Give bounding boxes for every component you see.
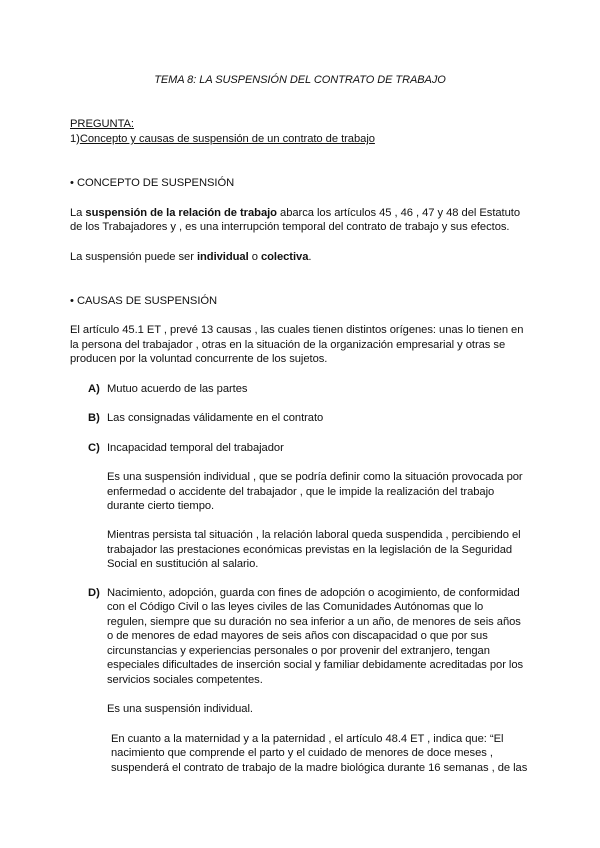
causas-intro-line: la persona del trabajador , otras en la situación de la organización empresarial y otras se [70,339,506,351]
item-label-c: C) [88,442,100,454]
text-run: abarca los artículos 45 , 46 , 47 y 48 del Estatuto [276,207,521,219]
item-d-line: regulen, siempre que su duración no sea inferior a un año, de menores de seis años [107,616,521,628]
item-d-line: o de menores de edad mayores de seis años con discapacidad o que por sus [107,630,488,642]
item-d-quote-line: nacimiento que comprende el parto y el cuidado de menores de doce meses , [111,747,493,759]
item-d-line: con el Código Civil o las leyes civiles de las Comunidades Autónomas que lo [107,601,484,613]
item-label-b: B) [88,412,100,424]
item-d-line: Nacimiento, adopción, guarda con fines de adopción o acogimiento, de conformidad [107,587,520,599]
item-c-paragraph-line: Es una suspensión individual , que se podría definir como la situación provocada por [107,471,523,483]
item-d-line: circunstancias y experiencias personales o por provenir del extranjero, tengan [107,645,490,657]
bold-term: individual [196,251,249,263]
pregunta-text: Concepto y causas de suspensión de un contrato de trabajo [79,133,375,145]
item-text-b: Las consignadas válidamente en el contrato [107,412,324,424]
pregunta-number: 1) [70,133,80,145]
concepto-heading: • CONCEPTO DE SUSPENSIÓN [70,175,234,191]
item-d-line: servicios sociales competentes. [107,674,263,686]
item-text-c: Incapacidad temporal del trabajador [107,442,284,454]
causas-intro-line: producen por la voluntad concurrente de los sujetos. [70,353,328,365]
item-c-paragraph-line: trabajador las prestaciones económicas previstas en la legislación de la Seguridad [107,544,513,556]
text-run: La [70,207,86,219]
document-title: TEMA 8: LA SUSPENSIÓN DEL CONTRATO DE TRABAJO [154,74,446,86]
causas-heading: • CAUSAS DE SUSPENSIÓN [70,293,217,309]
causas-intro-line: El artículo 45.1 ET , prevé 13 causas , las cuales tienen distintos orígenes: unas lo tienen en [70,324,524,336]
bold-term: colectiva [260,251,309,263]
concepto-paragraph-line: de los Trabajadores y , es una interrupción temporal del contrato de trabajo y sus efectos. [70,221,510,233]
item-label-a: A) [88,383,100,395]
concepto-types-line [70,249,311,265]
item-label-d: D) [88,587,100,599]
item-c-paragraph-line: enfermedad o accidente del trabajador , que le impide la realización del trabajo [107,486,495,498]
text-run: La suspensión puede ser [70,251,197,263]
item-text-a: Mutuo acuerdo de las partes [107,383,248,395]
item-c-paragraph-line: Mientras persista tal situación , la relación laboral queda suspendida , percibiendo el [107,529,521,541]
item-c-paragraph-line: durante cierto tiempo. [107,500,215,512]
bold-term: suspensión de la relación de trabajo [85,207,277,219]
text-run: o [248,251,261,263]
item-d-quote-line: En cuanto a la maternidad y a la paternidad , el artículo 48.4 ET , indica que: “El [111,733,504,745]
item-d-line: especiales dificultades de inserción social y familiar debidamente acreditadas por los [107,659,524,671]
pregunta-item [70,131,375,147]
pregunta-heading: PREGUNTA: [70,118,134,130]
item-d-quote-line: suspenderá el contrato de trabajo de la madre biológica durante 16 semanas , de las [111,762,528,774]
item-c-paragraph-line: Social en sustitución al salario. [107,558,259,570]
text-run: . [308,251,312,263]
item-d-paragraph: Es una suspensión individual. [107,703,253,715]
